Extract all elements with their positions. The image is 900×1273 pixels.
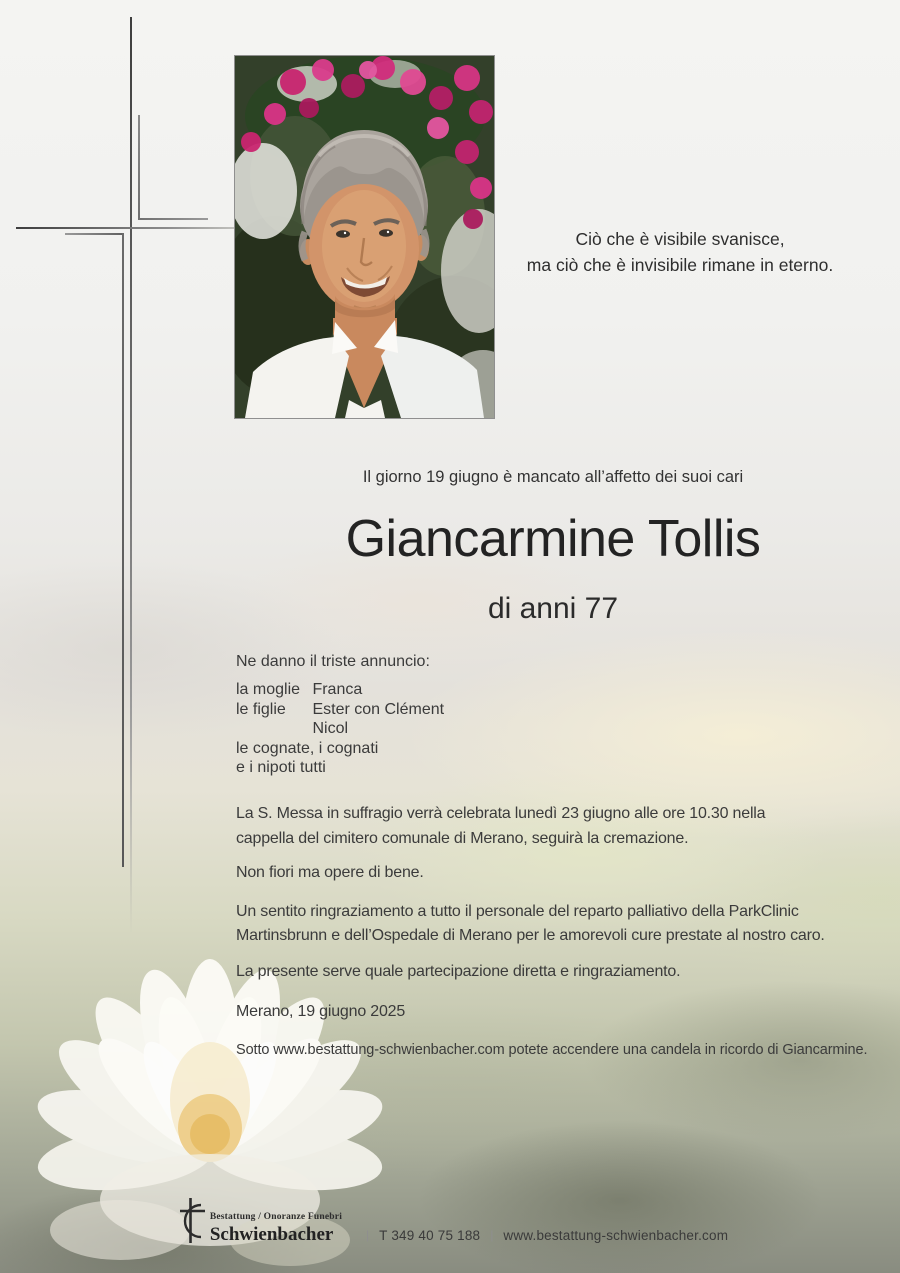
cross-bracket-lower-horizontal — [65, 233, 124, 235]
memorial-quote — [460, 226, 900, 278]
family-row — [236, 680, 444, 700]
footer-separator: | — [366, 1228, 370, 1242]
thanks-paragraph — [236, 900, 825, 948]
place-and-date: Merano, 19 giugno 2025 — [236, 1003, 406, 1020]
family-relation: e i nipoti tutti — [236, 759, 326, 776]
deceased-name: Giancarmine Tollis — [345, 510, 761, 568]
family-member: Franca — [312, 681, 363, 698]
footer-separator: | — [490, 1228, 494, 1242]
funeral-home-tagline: Bestattung / Onoranze Funebri — [209, 1212, 343, 1222]
thanks-line-2: Martinsbrunn e dell’Ospedale di Merano per le amorevoli cure prestate al nostro caro. — [236, 927, 825, 944]
funeral-home-brand: Schwienbacher — [209, 1224, 334, 1245]
cross-horizontal-line — [16, 227, 234, 229]
family-member: Nicol — [312, 720, 349, 737]
cross-vertical-line — [130, 17, 132, 935]
family-row — [236, 758, 444, 778]
family-row — [236, 719, 444, 739]
family-intro: Ne danno il triste annuncio: — [236, 653, 430, 670]
family-announcement — [236, 652, 444, 778]
funeral-home-logo-text — [210, 1212, 342, 1244]
family-relation: la moglie — [236, 681, 301, 698]
participation-note: La presente serve quale partecipazione diretta e ringraziamento. — [236, 963, 681, 980]
portrait-illustration — [235, 56, 494, 418]
mass-info-line-1: La S. Messa in suffragio verrà celebrata lunedì 23 giugno alle ore 10.30 nella — [236, 805, 766, 822]
mass-info-paragraph — [236, 801, 765, 851]
mass-info-line-2: cappella del cimitero comunale di Merano, seguirà la cremazione. — [236, 830, 689, 847]
death-announcement-line: Il giorno 19 giugno è mancato all’affetto dei suoi cari — [362, 468, 744, 486]
thanks-line-1: Un sentito ringraziamento a tutto il personale del reparto palliativo della ParkClinic — [236, 903, 799, 920]
quote-line-2: ma ciò che è invisibile rimane in eterno. — [526, 255, 834, 275]
deceased-age: di anni 77 — [487, 592, 619, 625]
website-url: www.bestattung-schwienbacher.com — [503, 1228, 729, 1243]
phone-number: T 349 40 75 188 — [379, 1228, 481, 1243]
cross-bracket-upper-horizontal — [138, 218, 208, 220]
cross-bracket-lower-vertical — [122, 233, 124, 867]
funeral-home-footer — [0, 1196, 900, 1244]
family-relation: le figlie — [236, 700, 286, 718]
family-row — [236, 700, 444, 720]
no-flowers-note: Non fiori ma opere di bene. — [236, 864, 424, 881]
family-row — [236, 739, 444, 759]
portrait-photo — [234, 55, 495, 419]
family-relation: le cognate, i cognati — [236, 739, 379, 757]
family-member: Ester con Clément — [312, 700, 445, 718]
cross-in-crescent-icon — [172, 1196, 206, 1244]
quote-line-1: Ciò che è visibile svanisce, — [575, 229, 785, 249]
cross-bracket-upper-vertical — [138, 115, 140, 220]
candle-note: Sotto www.bestattung-schwienbacher.com potete accendere una candela in ricordo di Giancarmine. — [236, 1042, 868, 1058]
